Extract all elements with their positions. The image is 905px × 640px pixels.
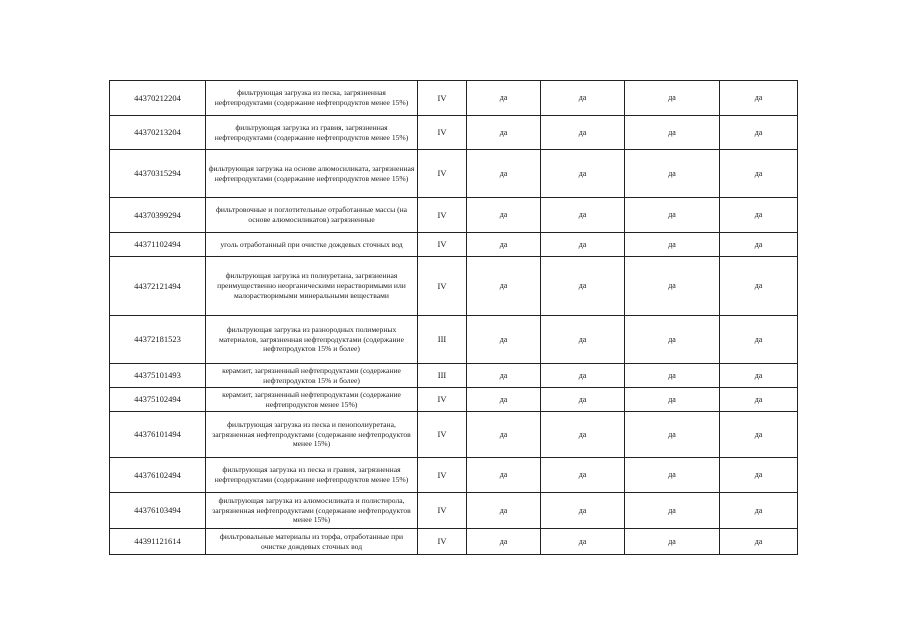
flag-cell-1: да xyxy=(467,257,541,316)
hazard-class-cell: IV xyxy=(418,233,467,257)
waste-name-cell: фильтрующая загрузка из полиуретана, загрязненная преимущественно неорганическими нерастворимыми или малорастворимыми минеральными веществами xyxy=(206,257,418,316)
waste-code-cell: 44370213204 xyxy=(110,116,206,150)
table-row xyxy=(110,81,798,116)
waste-code-cell: 44375102494 xyxy=(110,388,206,412)
waste-code-cell: 44370212204 xyxy=(110,81,206,116)
flag-cell-2: да xyxy=(541,81,625,116)
hazard-class-cell: IV xyxy=(418,493,467,529)
flag-cell-3: да xyxy=(625,116,720,150)
flag-cell-2: да xyxy=(541,198,625,233)
flag-cell-3: да xyxy=(625,198,720,233)
waste-name-cell: керамзит, загрязненный нефтепродуктами (содержание нефтепродуктов 15% и более) xyxy=(206,364,418,388)
waste-name-cell: фильтрующая загрузка из алюмосиликата и полистирола, загрязненная нефтепродуктами (содержание нефтепродуктов менее 15%) xyxy=(206,493,418,529)
table-row xyxy=(110,316,798,364)
waste-code-cell: 44375101493 xyxy=(110,364,206,388)
table-row xyxy=(110,458,798,493)
flag-cell-4: да xyxy=(720,412,798,458)
waste-code-cell: 44371102494 xyxy=(110,233,206,257)
hazard-class-cell: IV xyxy=(418,198,467,233)
flag-cell-1: да xyxy=(467,198,541,233)
table-row xyxy=(110,364,798,388)
flag-cell-3: да xyxy=(625,458,720,493)
flag-cell-4: да xyxy=(720,81,798,116)
waste-code-cell: 44376102494 xyxy=(110,458,206,493)
flag-cell-3: да xyxy=(625,493,720,529)
hazard-class-cell: IV xyxy=(418,257,467,316)
table-row xyxy=(110,493,798,529)
table-row xyxy=(110,198,798,233)
flag-cell-2: да xyxy=(541,412,625,458)
waste-name-cell: фильтрующая загрузка из песка, загрязненная нефтепродуктами (содержание нефтепродуктов менее 15%) xyxy=(206,81,418,116)
flag-cell-4: да xyxy=(720,316,798,364)
flag-cell-3: да xyxy=(625,257,720,316)
hazard-class-cell: IV xyxy=(418,116,467,150)
hazard-class-cell: IV xyxy=(418,412,467,458)
table-row xyxy=(110,233,798,257)
table-row xyxy=(110,150,798,198)
flag-cell-3: да xyxy=(625,529,720,555)
waste-code-cell: 44391121614 xyxy=(110,529,206,555)
flag-cell-3: да xyxy=(625,388,720,412)
flag-cell-2: да xyxy=(541,493,625,529)
hazard-class-cell: IV xyxy=(418,388,467,412)
flag-cell-4: да xyxy=(720,458,798,493)
flag-cell-1: да xyxy=(467,364,541,388)
hazard-class-cell: IV xyxy=(418,81,467,116)
waste-name-cell: фильтрующая загрузка из разнородных полимерных материалов, загрязненная нефтепродуктами (содержание нефтепродуктов 15% и более) xyxy=(206,316,418,364)
flag-cell-1: да xyxy=(467,233,541,257)
waste-name-cell: фильтрующая загрузка из песка и пенополиуретана, загрязненная нефтепродуктами (содержание нефтепродуктов менее 15%) xyxy=(206,412,418,458)
waste-code-cell: 44376103494 xyxy=(110,493,206,529)
flag-cell-1: да xyxy=(467,412,541,458)
hazard-class-cell: III xyxy=(418,364,467,388)
flag-cell-1: да xyxy=(467,529,541,555)
waste-table xyxy=(109,80,798,555)
flag-cell-4: да xyxy=(720,529,798,555)
table-row xyxy=(110,388,798,412)
flag-cell-3: да xyxy=(625,150,720,198)
table-row xyxy=(110,412,798,458)
flag-cell-2: да xyxy=(541,316,625,364)
flag-cell-2: да xyxy=(541,257,625,316)
hazard-class-cell: IV xyxy=(418,529,467,555)
flag-cell-4: да xyxy=(720,233,798,257)
table-body xyxy=(110,81,798,555)
waste-name-cell: фильтрующая загрузка из песка и гравия, загрязненная нефтепродуктами (содержание нефтепродуктов менее 15%) xyxy=(206,458,418,493)
flag-cell-2: да xyxy=(541,233,625,257)
flag-cell-1: да xyxy=(467,150,541,198)
flag-cell-4: да xyxy=(720,364,798,388)
flag-cell-1: да xyxy=(467,316,541,364)
flag-cell-2: да xyxy=(541,150,625,198)
flag-cell-4: да xyxy=(720,493,798,529)
flag-cell-4: да xyxy=(720,116,798,150)
flag-cell-3: да xyxy=(625,364,720,388)
flag-cell-4: да xyxy=(720,198,798,233)
flag-cell-1: да xyxy=(467,493,541,529)
hazard-class-cell: IV xyxy=(418,150,467,198)
waste-code-cell: 44370399294 xyxy=(110,198,206,233)
table-row xyxy=(110,257,798,316)
flag-cell-2: да xyxy=(541,458,625,493)
table-row xyxy=(110,529,798,555)
flag-cell-2: да xyxy=(541,388,625,412)
hazard-class-cell: IV xyxy=(418,458,467,493)
flag-cell-4: да xyxy=(720,150,798,198)
waste-name-cell: фильтрующая загрузка из гравия, загрязненная нефтепродуктами (содержание нефтепродуктов менее 15%) xyxy=(206,116,418,150)
waste-code-cell: 44370315294 xyxy=(110,150,206,198)
waste-name-cell: фильтровальные материалы из торфа, отработанные при очистке дождевых сточных вод xyxy=(206,529,418,555)
flag-cell-1: да xyxy=(467,116,541,150)
table-row xyxy=(110,116,798,150)
flag-cell-1: да xyxy=(467,458,541,493)
waste-name-cell: фильтровочные и поглотительные отработанные массы (на основе алюмосиликатов) загрязненные xyxy=(206,198,418,233)
flag-cell-1: да xyxy=(467,388,541,412)
waste-code-cell: 44372181523 xyxy=(110,316,206,364)
flag-cell-3: да xyxy=(625,81,720,116)
flag-cell-2: да xyxy=(541,364,625,388)
flag-cell-3: да xyxy=(625,412,720,458)
flag-cell-3: да xyxy=(625,316,720,364)
hazard-class-cell: III xyxy=(418,316,467,364)
flag-cell-2: да xyxy=(541,529,625,555)
waste-name-cell: уголь отработанный при очистке дождевых сточных вод xyxy=(206,233,418,257)
waste-name-cell: керамзит, загрязненный нефтепродуктами (содержание нефтепродуктов менее 15%) xyxy=(206,388,418,412)
flag-cell-2: да xyxy=(541,116,625,150)
flag-cell-3: да xyxy=(625,233,720,257)
waste-name-cell: фильтрующая загрузка на основе алюмосиликата, загрязненная нефтепродуктами (содержание нефтепродуктов менее 15%) xyxy=(206,150,418,198)
waste-code-cell: 44372121494 xyxy=(110,257,206,316)
flag-cell-1: да xyxy=(467,81,541,116)
flag-cell-4: да xyxy=(720,388,798,412)
waste-code-cell: 44376101494 xyxy=(110,412,206,458)
flag-cell-4: да xyxy=(720,257,798,316)
